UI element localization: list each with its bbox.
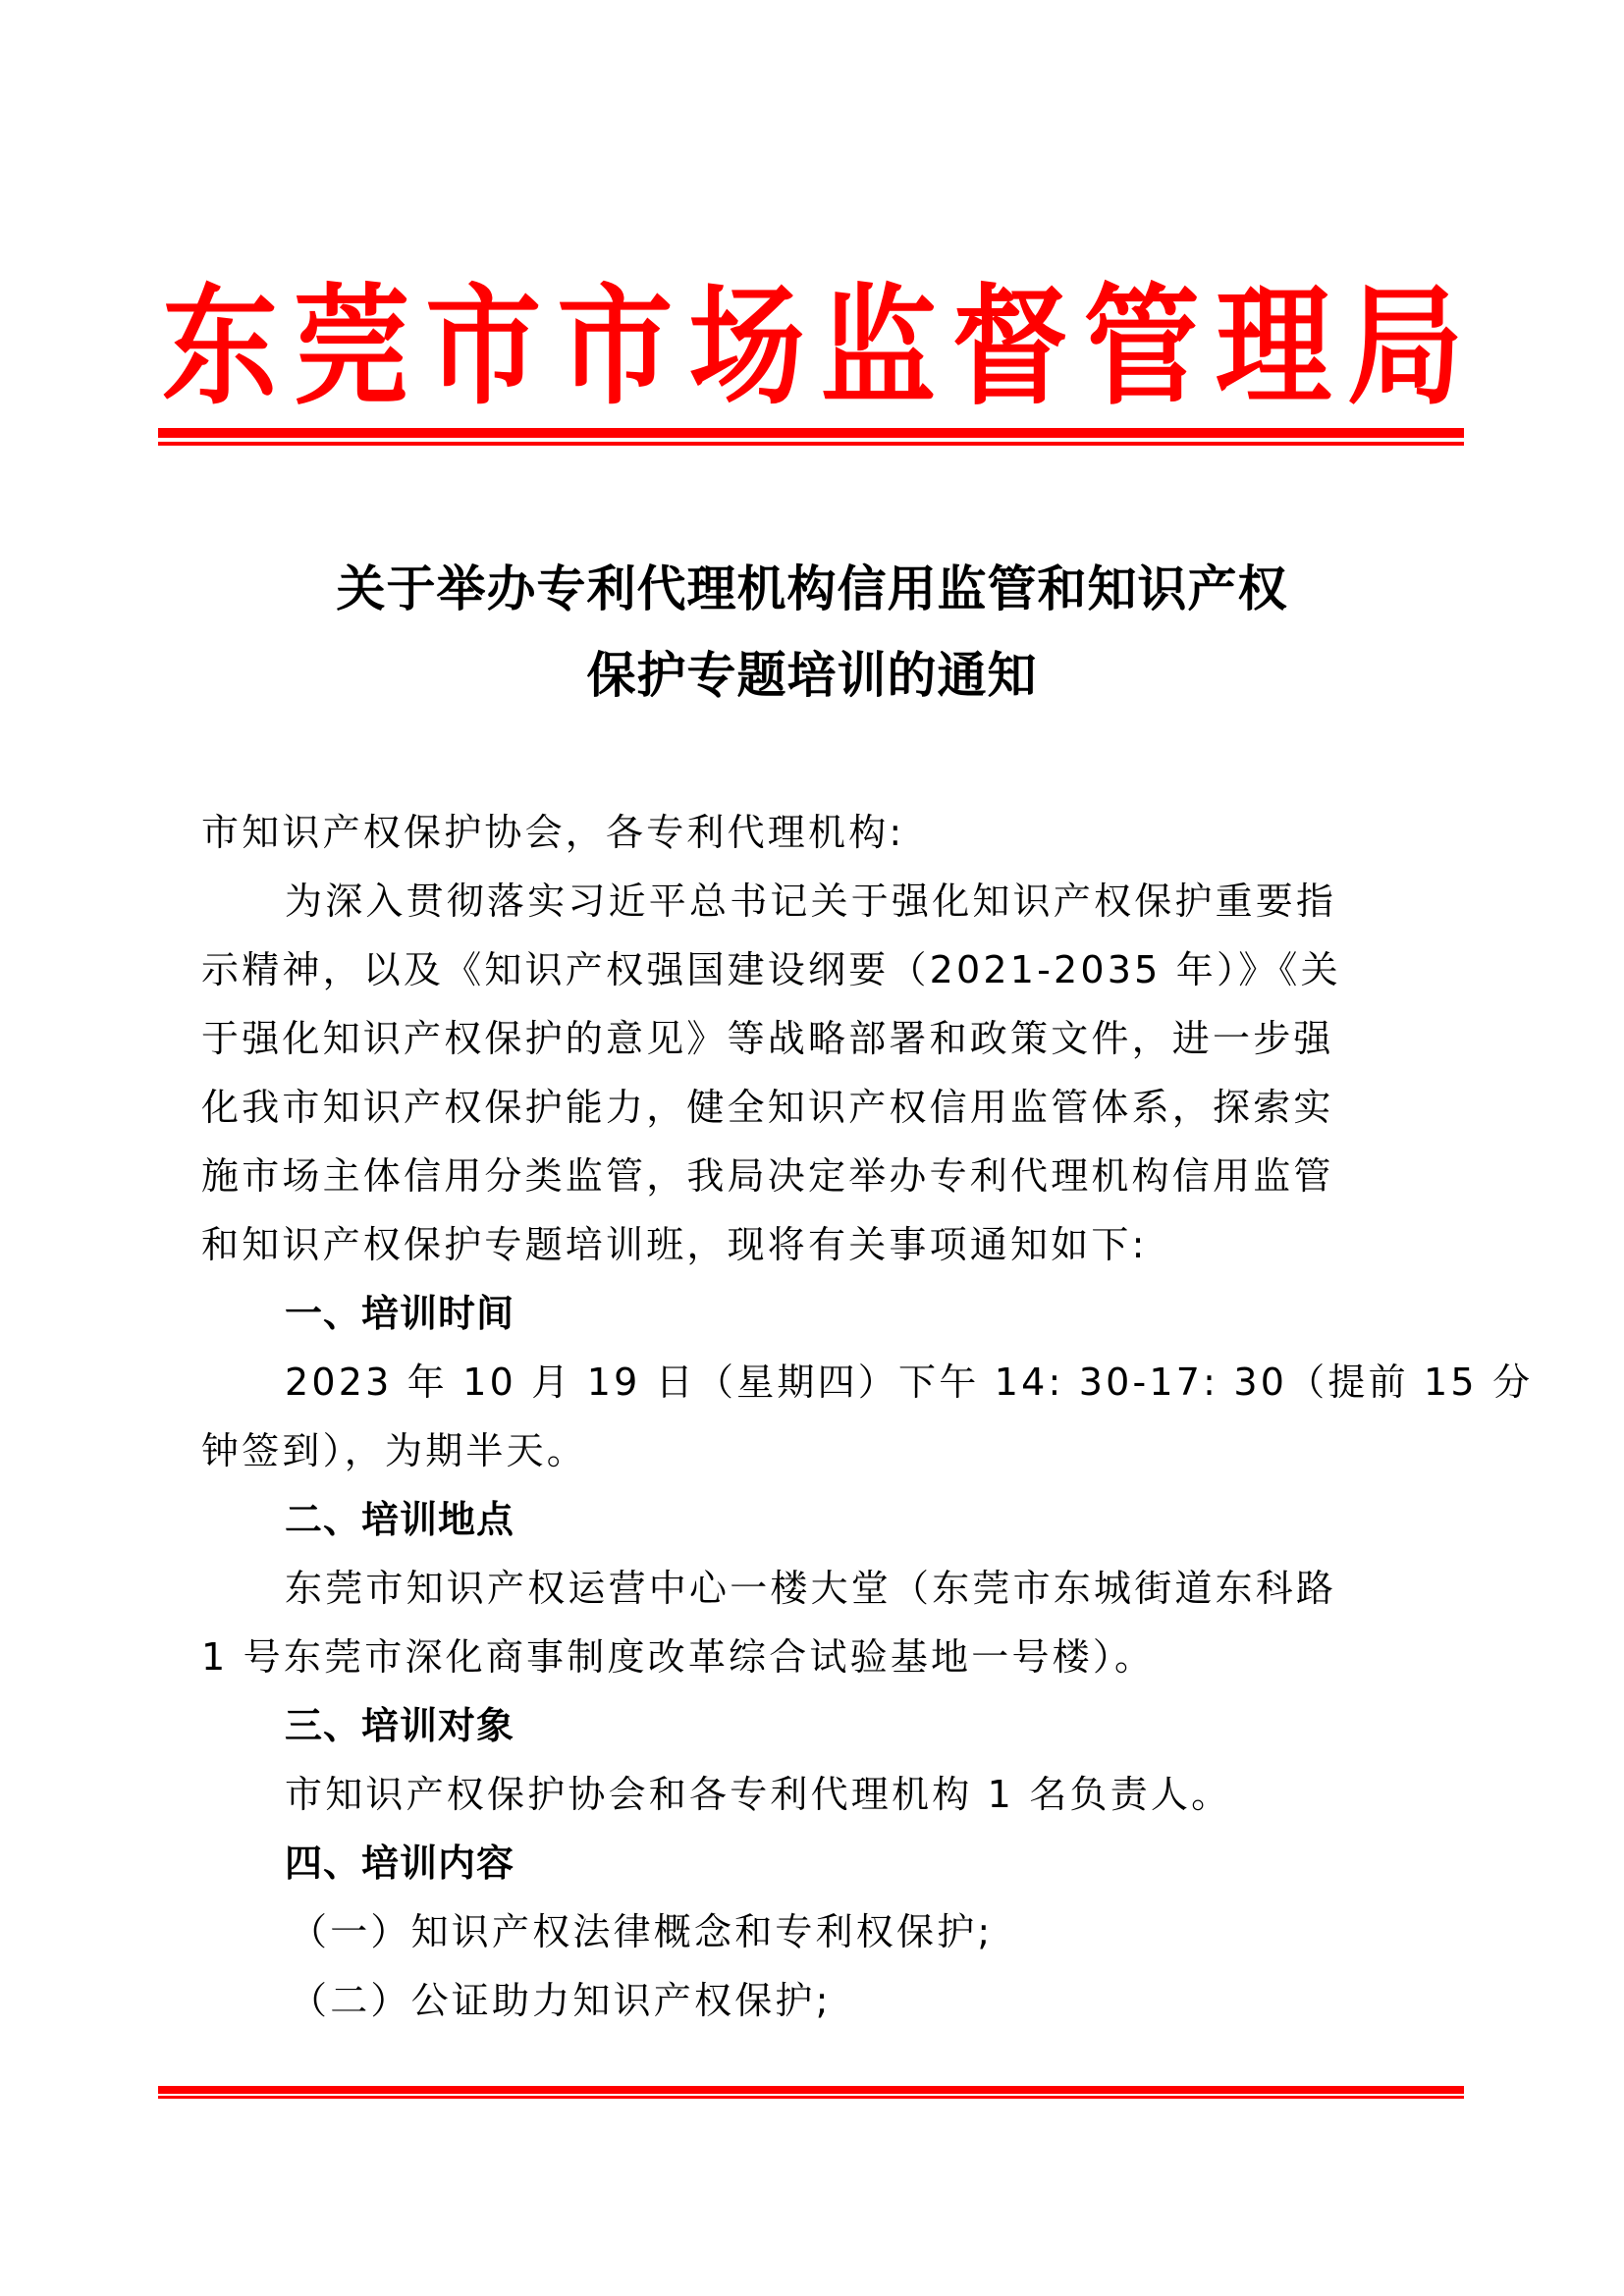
issuer-char: 督 (951, 269, 1068, 423)
section-text: 1 号东莞市深化商事制度改革综合试验基地一号楼）。 (201, 1635, 1156, 1679)
document-title-line-1: 关于举办专利代理机构信用监管和知识产权 (336, 560, 1288, 617)
section-text: 钟签到），为期半天。 (201, 1429, 588, 1472)
issuer-char: 市 (425, 269, 542, 423)
section-heading-time: 一、培训时间 (285, 1292, 515, 1335)
section-heading-audience: 三、培训对象 (285, 1704, 515, 1747)
red-rule-thick (158, 428, 1464, 438)
section-text: 2023 年 10 月 19 日（星期四）下午 14: 30-17: 30（提前 15 分 (285, 1361, 1534, 1404)
red-rule-thick (158, 2086, 1464, 2094)
issuer-char: 市 (557, 269, 674, 423)
issuer-char: 场 (688, 269, 805, 423)
issuer-char: 理 (1215, 269, 1331, 423)
section-text: 东莞市知识产权运营中心一楼大堂（东莞市东城街道东科路 (285, 1567, 1337, 1610)
section-text: 市知识产权保护协会和各专利代理机构 1 名负责人。 (285, 1773, 1232, 1816)
intro-line: 和知识产权保护专题培训班，现将有关事项通知如下: (201, 1223, 1148, 1266)
intro-line: 化我市知识产权保护能力，健全知识产权信用监管体系，探索实 (201, 1086, 1334, 1129)
intro-line: 为深入贯彻落实习近平总书记关于强化知识产权保护重要指 (285, 880, 1337, 923)
intro-line: 示精神，以及《知识产权强国建设纲要（2021-2035 年）》《关 (201, 948, 1341, 991)
red-rule-thin (158, 442, 1464, 446)
content-item: （二）公证助力知识产权保护; (290, 1979, 832, 2022)
intro-line: 于强化知识产权保护的意见》等战略部署和政策文件，进一步强 (201, 1017, 1334, 1060)
salutation: 市知识产权保护协会，各专利代理机构: (201, 811, 905, 854)
red-rule-thin (158, 2096, 1464, 2099)
issuer-char: 管 (1083, 269, 1200, 423)
section-heading-location: 二、培训地点 (285, 1498, 515, 1541)
letterhead-issuer (162, 264, 1463, 429)
section-heading-content: 四、培训内容 (285, 1842, 515, 1885)
issuer-char: 监 (820, 269, 937, 423)
document-title-line-2: 保护专题培训的通知 (586, 646, 1038, 704)
issuer-char: 东 (162, 269, 279, 423)
letterhead-red-rule (158, 428, 1464, 446)
issuer-char: 莞 (294, 269, 410, 423)
content-item: （一）知识产权法律概念和专利权保护; (290, 1910, 994, 1953)
intro-line: 施市场主体信用分类监管，我局决定举办专利代理机构信用监管 (201, 1154, 1334, 1198)
footer-red-rule (158, 2086, 1464, 2100)
issuer-char: 局 (1346, 269, 1463, 423)
